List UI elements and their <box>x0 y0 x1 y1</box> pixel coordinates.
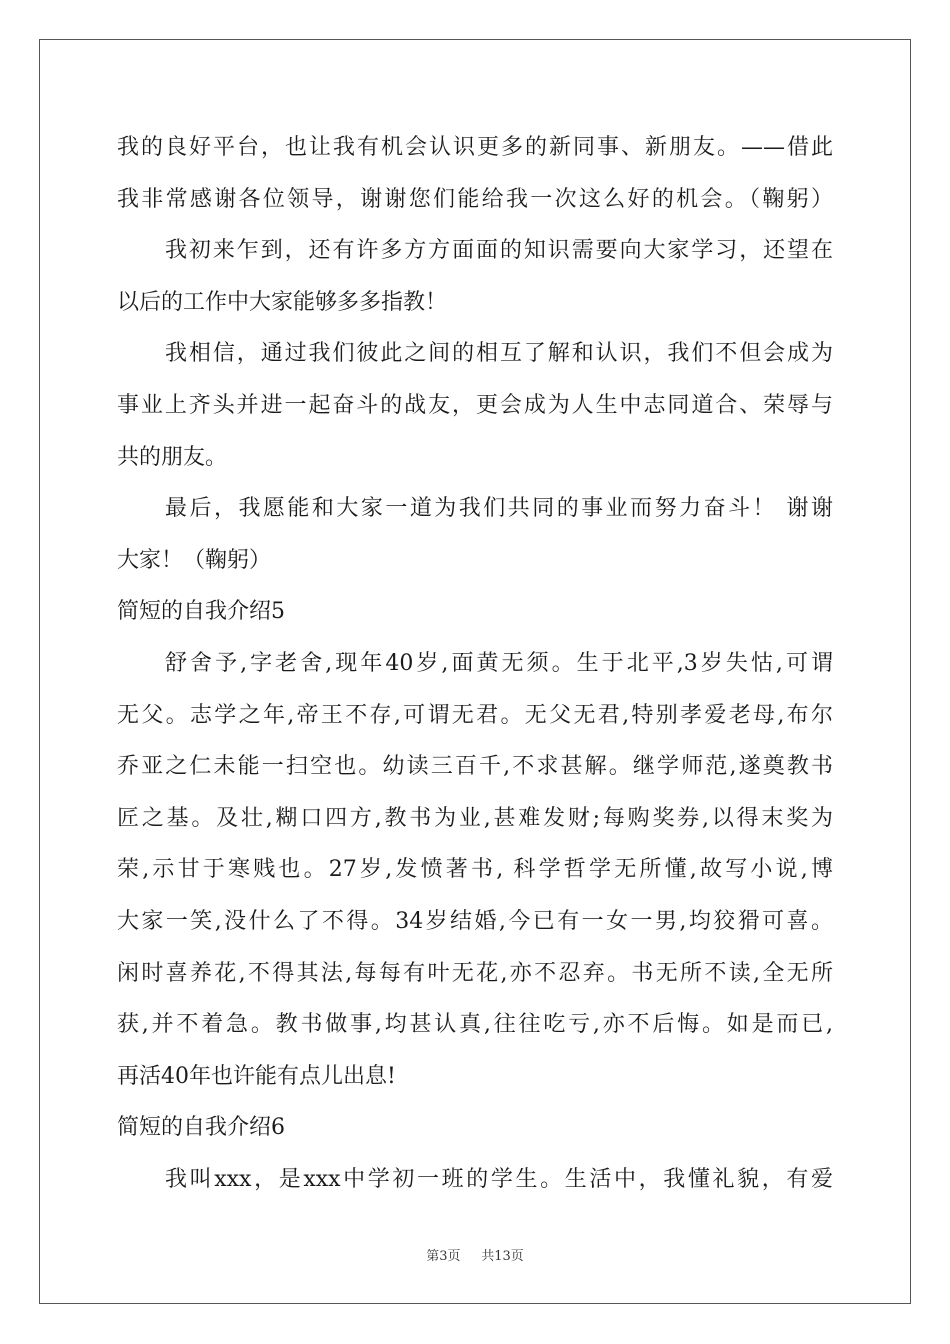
body-text-line: 乔亚之仁未能一扫空也。幼读三百千,不求甚解。继学师范,遂奠教书 <box>117 754 833 780</box>
paragraph-start-line: 最后，我愿能和大家一道为我们共同的事业而努力奋斗！ 谢谢 <box>165 496 833 522</box>
section-heading: 简短的自我介绍5 <box>117 599 285 625</box>
body-text-line: 我非常感谢各位领导，谢谢您们能给我一次这么好的机会。（鞠躬） <box>117 186 833 212</box>
body-text-line: 无父。志学之年,帝王不存,可谓无君。无父无君,特别孝爱老母,布尔 <box>117 702 833 728</box>
total-pages: 共13页 <box>481 1249 524 1264</box>
page-footer <box>0 1245 950 1264</box>
body-text-line: 再活40年也许能有点儿出息! <box>117 1063 396 1089</box>
paragraph-start-line: 舒舍予,字老舍,现年40岁,面黄无须。生于北平,3岁失怙,可谓 <box>165 650 833 676</box>
body-text-line: 匠之基。及壮,糊口四方,教书为业,甚难发财;每购奖券,以得末奖为 <box>117 805 833 831</box>
body-text-line: 我的良好平台，也让我有机会认识更多的新同事、新朋友。——借此 <box>117 135 833 160</box>
paragraph-start-line: 我相信，通过我们彼此之间的相互了解和认识，我们不但会成为 <box>165 341 833 367</box>
body-text-line: 获,并不着急。教书做事,均甚认真,往往吃亏,亦不后悔。如是而已, <box>117 1012 833 1038</box>
body-text-line: 事业上齐头并进一起奋斗的战友，更会成为人生中志同道合、荣辱与 <box>117 392 833 418</box>
body-text-line: 闲时喜养花,不得其法,每每有叶无花,亦不忍弃。书无所不读,全无所 <box>117 960 833 986</box>
body-text-line: 共的朋友。 <box>117 444 228 470</box>
section-heading: 简短的自我介绍6 <box>117 1115 285 1141</box>
document-body <box>117 122 833 1205</box>
body-text-line: 以后的工作中大家能够多多指教！ <box>117 289 448 315</box>
page-number: 第3页 <box>426 1249 461 1264</box>
body-text-line: 大家一笑,没什么了不得。34岁结婚,今已有一女一男,均狡猾可喜。 <box>117 908 833 934</box>
body-text-line: 大家！（鞠躬） <box>117 547 272 573</box>
paragraph-start-line: 我叫xxx，是xxx中学初一班的学生。生活中，我懂礼貌，有爱 <box>165 1166 833 1192</box>
paragraph-start-line: 我初来乍到，还有许多方方面面的知识需要向大家学习，还望在 <box>165 238 833 264</box>
body-text-line: 荣,示甘于寒贱也。27岁,发愤著书, 科学哲学无所懂,故写小说,博 <box>117 857 833 883</box>
